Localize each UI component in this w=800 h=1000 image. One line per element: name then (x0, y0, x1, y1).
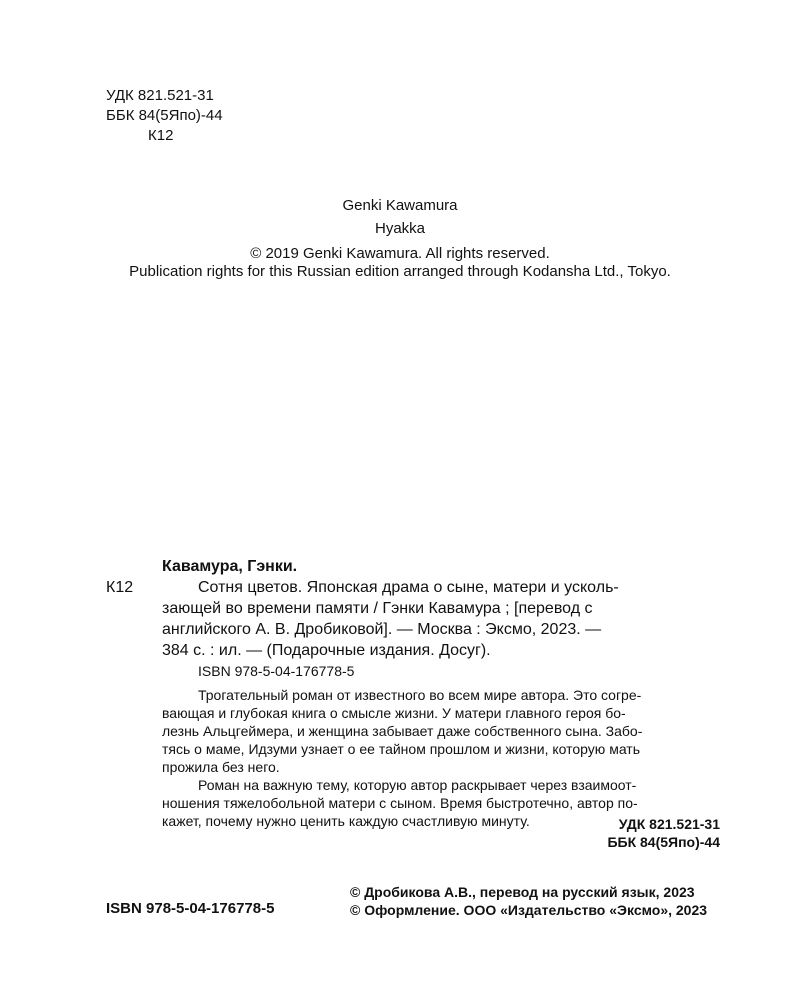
bibliographic-description (162, 577, 720, 661)
catalog-heading: Кавамура, Гэнки. (162, 558, 298, 575)
annotation-line: тясь о маме, Идзуми узнает о ее тайном прошлом и жизни, которую мать (162, 741, 641, 757)
annotation-line: Роман на важную тему, которую автор раскрывает через взаимоот- (198, 777, 637, 793)
bbk-top: ББК 84(5Япо)-44 (106, 107, 223, 124)
original-title: Hyakka (374, 220, 426, 237)
annotation-line: лезнь Альцгеймера, и женщина забывает даже собственного сына. Забо- (162, 723, 643, 739)
original-author: Genki Kawamura (342, 197, 458, 214)
annotation (162, 686, 720, 830)
copyright-design: © Оформление. ООО «Издательство «Эксмо», 2023 (350, 902, 708, 918)
catalog-mark: К12 (106, 579, 134, 596)
bib-line-3: английского А. В. Дробиковой]. — Москва : Эксмо, 2023. — (162, 621, 602, 638)
annotation-line: кажет, почему нужно ценить каждую счастливую минуту. (162, 813, 530, 829)
original-copyright: © 2019 Genki Kawamura. All rights reserved. (250, 245, 550, 262)
publication-rights: Publication rights for this Russian edition arranged through Kodansha Ltd., Tokyo. (129, 263, 671, 280)
udk-bottom: УДК 821.521-31 (618, 816, 720, 832)
udk-top: УДК 821.521-31 (106, 87, 214, 104)
annotation-line: вающая и глубокая книга о смысле жизни. У матери главного героя бо- (162, 705, 626, 721)
annotation-line: прожила без него. (162, 759, 280, 775)
author-mark-top: К12 (148, 127, 174, 144)
annotation-line: ношения тяжелобольной матери с сыном. Время быстротечно, автор по- (162, 795, 638, 811)
catalog-isbn: ISBN 978-5-04-176778-5 (198, 663, 355, 679)
bib-line-4: 384 с. : ил. — (Подарочные издания. Досуг). (162, 642, 491, 659)
copyright-translation: © Дробикова А.В., перевод на русский язык, 2023 (350, 884, 695, 900)
bib-line-1: Сотня цветов. Японская драма о сыне, матери и усколь- (198, 579, 619, 596)
bbk-bottom: ББК 84(5Япо)-44 (607, 834, 720, 850)
annotation-line: Трогательный роман от известного во всем мире автора. Это согре- (198, 687, 642, 703)
bib-line-2: зающей во времени памяти / Гэнки Кавамура ; [перевод с (162, 600, 593, 617)
footer-isbn: ISBN 978-5-04-176778-5 (106, 900, 275, 917)
